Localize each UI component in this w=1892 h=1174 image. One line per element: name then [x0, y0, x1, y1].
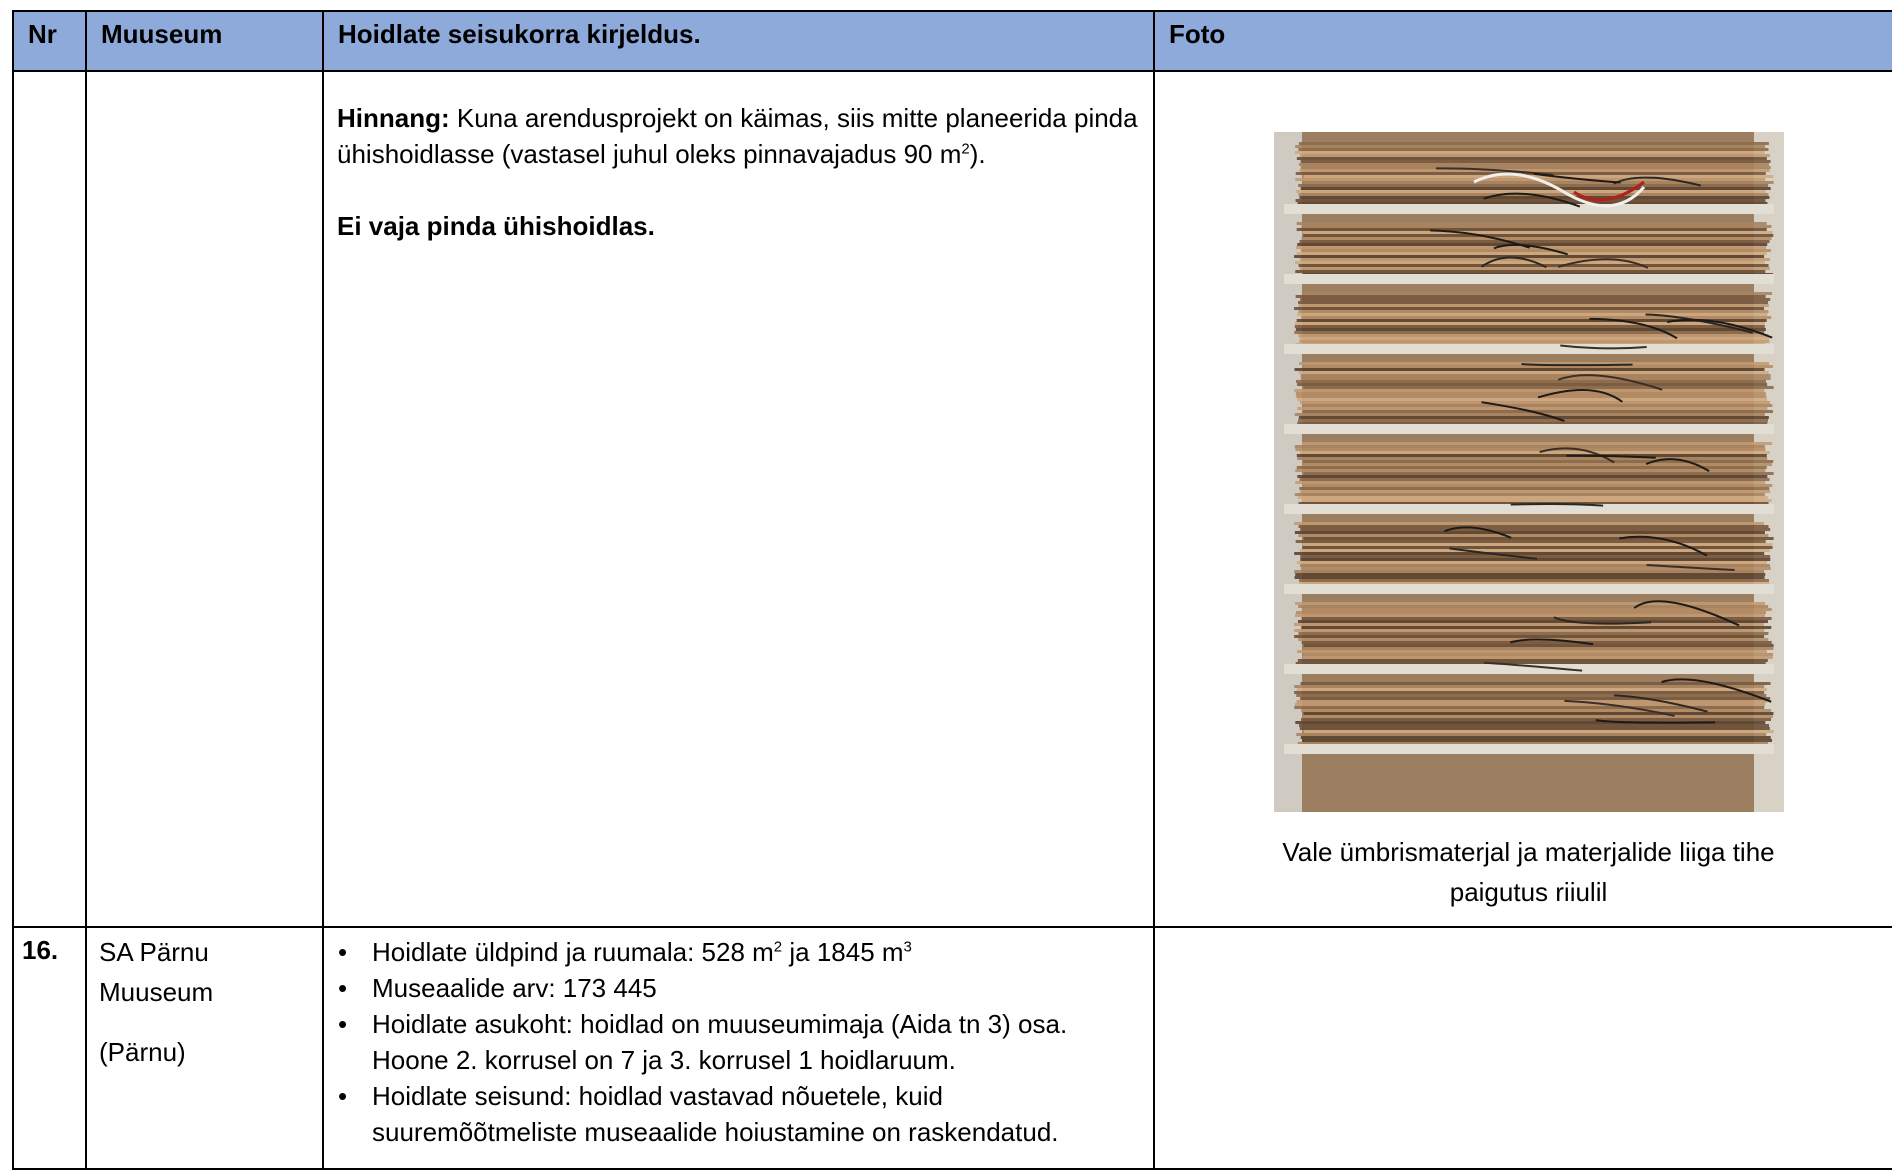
bullet-icon: • [338, 973, 348, 1003]
table-header-row [13, 11, 1892, 71]
header-nr: Nr [13, 11, 86, 71]
assessment-text-end: ). [969, 139, 986, 169]
table-row-16 [13, 927, 1892, 1169]
assessment-sup: 2 [961, 140, 970, 158]
bullet-icon: • [338, 937, 348, 967]
assessment-label: Hinnang: [337, 103, 450, 133]
cell-museum-16 [86, 927, 323, 1169]
bullet-icon: • [338, 1009, 348, 1039]
header-description: Hoidlate seisukorra kirjeldus. [323, 11, 1154, 71]
table-row-continued [13, 71, 1892, 927]
list-item: • Museaalide arv: 173 445 [324, 970, 1143, 1006]
header-museum: Muuseum [86, 11, 323, 71]
header-photo: Foto [1154, 11, 1892, 71]
row-number: 16. [22, 935, 59, 965]
cell-photo-16-empty [1154, 927, 1892, 1169]
list-item: • Hoidlate üldpind ja ruumala: 528 $m^2$ ja 1845 $m^3$ [324, 934, 1143, 970]
caption-line-1: Vale ümbrismaterjal ja materjalide liiga tihe [1282, 837, 1775, 867]
photo-caption [1155, 832, 1892, 912]
list-item: • Hoidlate seisund: hoidlad vastavad nõuetele, kuid suuremõõtmeliste museaalide hoiustamine on raskendatud. [324, 1078, 1143, 1150]
cell-nr-empty [13, 71, 86, 927]
museum-name-line-2: Muuseum [99, 977, 214, 1007]
cell-description [323, 71, 1154, 927]
assessment-text: Kuna arendusprojekt on käimas, siis mitte planeerida pinda ühishoidlasse (vastasel juhul oleks pinnavajadus 90 m [337, 103, 1138, 169]
storage-table [12, 10, 1892, 1170]
shelf-image [1274, 132, 1784, 812]
bullet-icon: • [338, 1081, 348, 1111]
assessment-paragraph [337, 100, 1140, 172]
museum-location: (Pärnu) [99, 1037, 186, 1067]
cell-photo [1154, 71, 1892, 927]
facts-list [324, 928, 1153, 1150]
list-item: • Hoidlate asukoht: hoidlad on muuseumimaja (Aida tn 3) osa. Hoone 2. korrusel on 7 ja 3. korrusel 1 hoidlaruum. [324, 1006, 1143, 1078]
museum-name-line-1: SA Pärnu [99, 937, 209, 967]
cell-description-16 [323, 927, 1154, 1169]
storage-shelf-photo [1274, 132, 1784, 812]
cell-museum-empty [86, 71, 323, 927]
caption-line-2: paigutus riiulil [1449, 877, 1608, 907]
conclusion-text: Ei vaja pinda ühishoidlas. [337, 211, 655, 241]
cell-nr-16 [13, 927, 86, 1169]
